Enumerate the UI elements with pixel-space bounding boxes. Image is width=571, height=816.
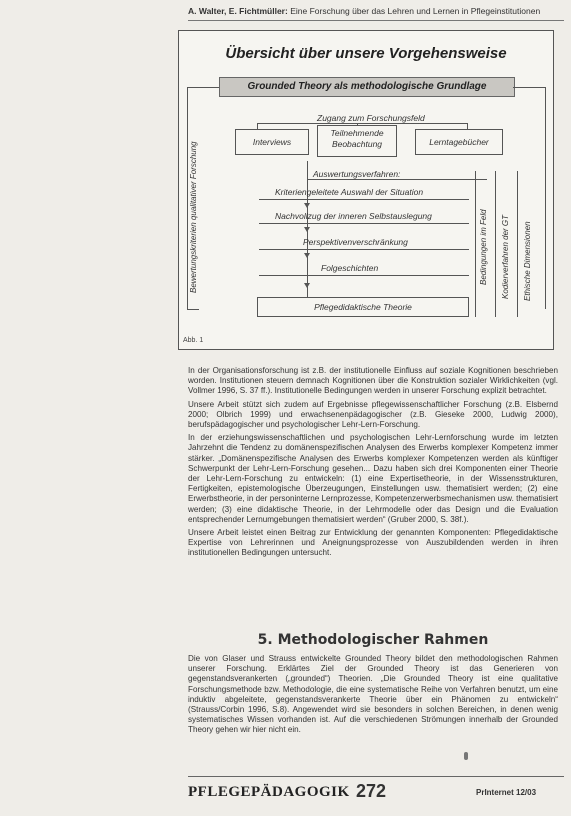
right-bar-3 — [517, 171, 518, 317]
box-teilnehmende-beobachtung: Teilnehmende Beobachtung — [317, 125, 397, 157]
body-text-upper — [188, 366, 558, 562]
right-bar-1 — [475, 171, 476, 317]
issue-label: PrInternet 12/03 — [476, 788, 537, 797]
journal-logo: PFLEGEPÄDAGOGIK — [188, 784, 350, 800]
paragraph-3: In der erziehungswissenschaftlichen und psychologischen Lehr-Lernforschung wurde im letzten Jahrzehnt die Tendenz zu domänenspezifischen Analysen des Erwerbs komplexer Kompetenz immer stärker. „Domänenspezifische Analysen des Erwerbs komplexer Kompetenzen werden als künftiger Schwerpunkt der Lehr-Lern-Forschung gesehen... Dazu haben sich drei Komponenten einer Theorie der Lehr-Lern-Forschung zu entwickeln: (1) eine Expertisetheorie, in der Wissensstrukturen, Fertigkeiten, epistemologische Überzeugungen, Einstellungen usw. thematisiert werden; (2) eine Erwerbstheorie, in der personinterne Lernprozesse, Kompetenzerwerbsmechanismen usw. thematisiert werden; (3) eine didaktische Theorie, in der Lehrmodelle oder das Design und die Evaluation entsprechender Lernumgebungen thematisiert werden“ (Gruber 2000, S. 38f.). — [188, 433, 558, 524]
box-lerntagebuecher: Lerntagebücher — [415, 129, 503, 155]
paragraph-5: Die von Glaser und Strauss entwickelte Grounded Theory bildet den methodologischen Rahmen unserer Forschung. Erklärtes Ziel der Grounded Theory ist das Generieren von gegenstandsverankerten („grounded“) Theorien. „Die Grounded Theory ist eine qualitative Forschungsmethode bzw. Methodologie, die eine systematische Reihe von Verfahren benutzt, um eine induktiv abgeleitete, gegenstandsverankerte Theorie über ein Phänomen zu entwickeln“ (Strauss/Corbin 1996, S.8). Angewendet wird sie besonders in solchen Bereichen, in denen wenig systematisches Wissen vorhanden ist. Auf die verschiedenen Strömungen innerhalb der Grounded Theory gehen wir hier nicht ein. — [188, 654, 558, 735]
figure-title: Übersicht über unsere Vorgehensweise — [225, 45, 507, 62]
body-text-lower — [188, 654, 558, 739]
paragraph-1: In der Organisationsforschung ist z.B. der institutionelle Einfluss auf soziale Kognitionen beschrieben worden. Institutionen steuern demnach Kognitionen über die Konstruktion sozialer Wirklichkeiten (vgl. Vollmer 1996, S. 37 ff.). Institutionelle Bedingungen werden in unserer Forschung explizit betrachtet. — [188, 366, 558, 396]
arrow-down-4 — [304, 283, 310, 288]
page-number: 272 — [356, 781, 387, 801]
left-bracket-line — [187, 87, 188, 309]
right-bracket-top — [513, 87, 545, 88]
right-vertical-label-2: Kodierverfahren der GT — [501, 214, 510, 299]
running-header — [188, 6, 568, 16]
paragraph-2: Unsere Arbeit stützt sich zudem auf Ergebnisse pflegewissenschaftlicher Forschung (z.B. Elsbernd 2000; Olbrich 1999) und erwachsenenpädagogischer (z.B. Gieseke 2000, Ludwig 2000), berufspädagogischer und psychologischer Lehr-Lern-Forschung. — [188, 399, 558, 430]
label-folgeschichten: Folgeschichten — [321, 263, 379, 273]
right-vertical-label-3: Ethische Dimensionen — [523, 221, 532, 301]
figure-overview — [178, 30, 554, 350]
label-zugang: Zugang zum Forschungsfeld — [317, 113, 425, 123]
auswertung-line — [307, 179, 487, 180]
grounded-theory-band: Grounded Theory als methodologische Grundlage — [219, 77, 515, 97]
arrow-down-2 — [304, 227, 310, 232]
scan-mark — [464, 752, 468, 760]
right-bar-2 — [495, 171, 496, 317]
section-heading: 5. Methodologischer Rahmen — [257, 632, 489, 648]
header-authors: A. Walter, E. Fichtmüller: — [188, 6, 288, 16]
box-pflegedidaktische-theorie: Pflegedidaktische Theorie — [257, 297, 469, 317]
footer-rule — [188, 776, 564, 777]
left-bracket-bottom — [187, 309, 199, 310]
figure-label: Abb. 1 — [183, 337, 204, 344]
label-kriterien: Kriteriengeleitete Auswahl der Situation — [275, 187, 424, 197]
nachvollzug-line — [259, 223, 469, 224]
left-bracket-top — [187, 87, 219, 88]
header-rule — [188, 20, 564, 21]
arrow-down-3 — [304, 253, 310, 258]
left-vertical-label: Bewertungskriterien qualitativer Forschung — [189, 141, 198, 293]
label-nachvollzug: Nachvollzug der inneren Selbstauslegung — [275, 211, 432, 221]
right-bracket-line — [545, 87, 546, 309]
paragraph-4: Unsere Arbeit leistet einen Beitrag zur Entwicklung der genannten Komponenten: Pflegedidaktische Expertise von Lehrerinnen und Aneignungsprozesse von Auszubildenden werden in ihren institutionellen Bedingungen untersucht. — [188, 528, 558, 558]
perspektiven-line — [259, 249, 469, 250]
kriterien-line — [259, 199, 469, 200]
box-interviews: Interviews — [235, 129, 309, 155]
label-perspektiven: Perspektivenverschränkung — [303, 237, 408, 247]
label-auswertung: Auswertungsverfahren: — [313, 169, 401, 179]
zugang-line — [257, 123, 467, 124]
header-title: Eine Forschung über das Lehren und Lernen in Pflegeinstitutionen — [290, 6, 541, 16]
folgeschichten-line — [259, 275, 469, 276]
arrow-down-1 — [304, 203, 310, 208]
right-vertical-label-1: Bedingungen im Feld — [479, 209, 488, 285]
